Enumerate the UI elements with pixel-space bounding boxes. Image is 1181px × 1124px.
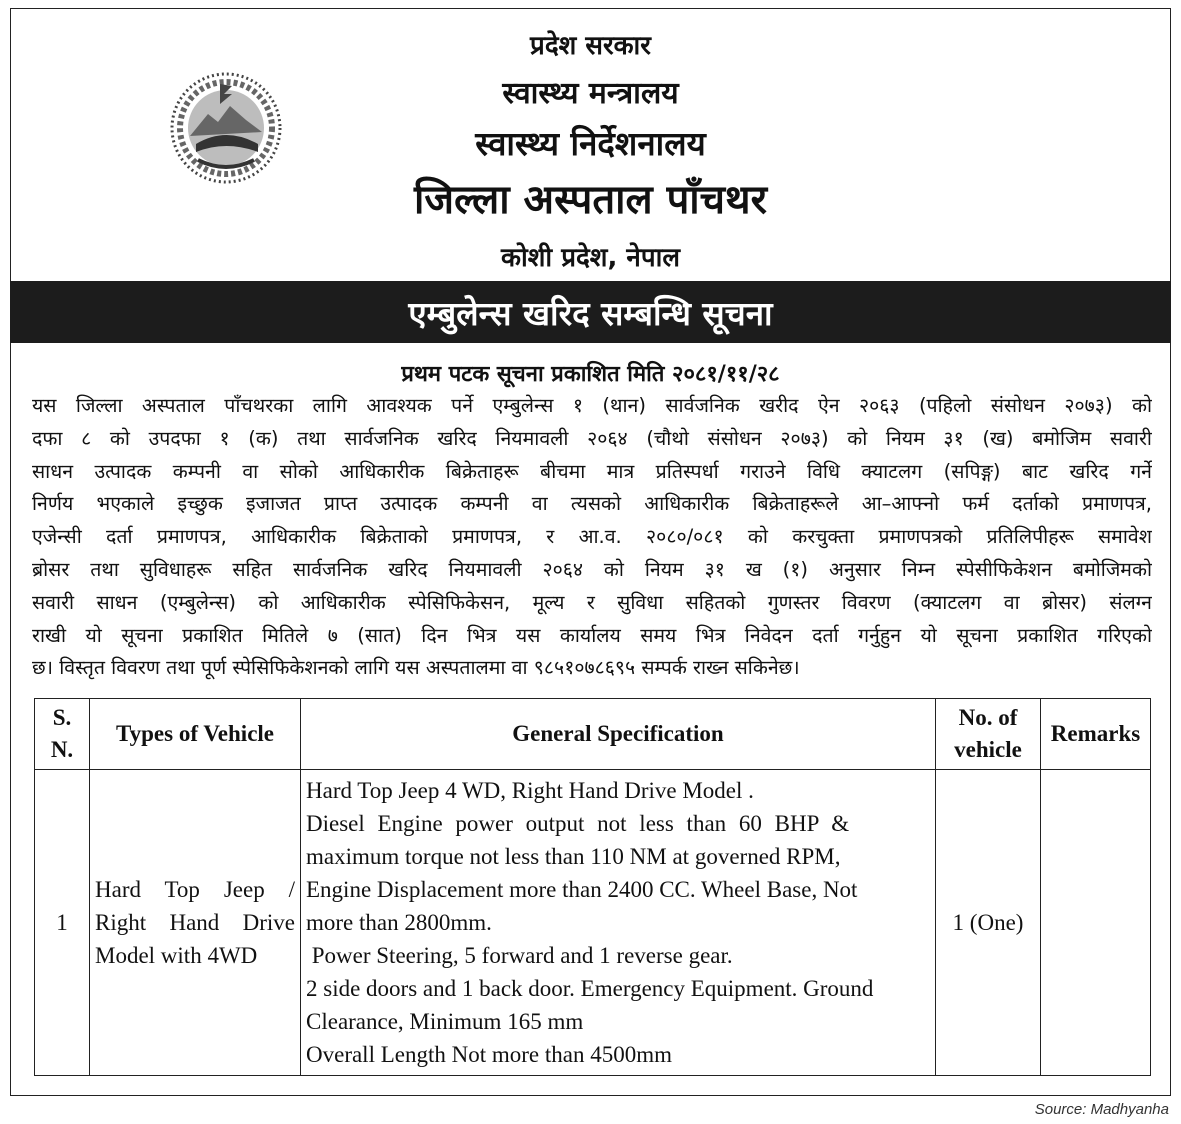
header-sn: S. N. [35, 699, 90, 770]
table-header-row [35, 699, 1151, 770]
header-vehicle-type: Types of Vehicle [90, 699, 301, 770]
body-line: छ। विस्तृत विवरण तथा पूर्ण स्पेसिफिकेशनको लागि यस अस्पतालमा वा ९८५१०७८६९५ सम्पर्क राख्न सकिनेछ। [32, 656, 800, 680]
body-line: निर्णय भएकाले इच्छुक इजाजत प्राप्त उत्पादक कम्पनी वा त्यसको आधिकारीक बिक्रेताहरूले आ–आफ्नो फर्म दर्ताको प्रमाणपत्र, [32, 492, 1152, 516]
body-line: साधन उत्पादक कम्पनी वा सोको आधिकारीक बिक्रेताहरू बीचमा मात्र प्रतिस्पर्धा गराउने विधि क्याटलग (सपिङ्ग) बाट खरिद गर्ने [32, 459, 1152, 483]
table-row [35, 770, 1151, 1076]
header-vehicle-count: No. of vehicle [936, 699, 1041, 770]
notice-title-banner: एम्बुलेन्स खरिद सम्बन्धि सूचना [10, 281, 1171, 343]
header-hospital-name: जिल्ला अस्पताल पाँचथर [414, 177, 767, 223]
header-location: कोशी प्रदेश, नेपाल [501, 243, 680, 273]
header-province-government: प्रदेश सरकार [530, 31, 651, 61]
cell-specification: Hard Top Jeep 4 WD, Right Hand Drive Model . Diesel Engine power output not less than 60 BHP & maximum torque not less than 110 NM at governed RPM, Engine Displacement more than 2400 CC. Wheel Base, Not more than 2800mm. Power Steering, 5 forward and 1 reverse gear. 2 side doors and 1 back door. Emergency Equipment. Ground Clearance, Minimum 165 mm Overall Length Not more than 4500mm [301, 770, 936, 1076]
specification-table [34, 698, 1151, 1076]
cell-vehicle-type: Hard Top Jeep / Right Hand Drive Model with 4WD [90, 770, 301, 1076]
body-line: दफा ८ को उपदफा १ (क) तथा सार्वजनिक खरिद नियमावली २०६४ (चौथो संसोधन २०७३) को नियम ३१ (ख) बमोजिम सवारी [32, 426, 1152, 450]
cell-vehicle-count: 1 (One) [936, 770, 1041, 1076]
header-remarks: Remarks [1041, 699, 1151, 770]
cell-remarks [1041, 770, 1151, 1076]
header-ministry: स्वास्थ्य मन्त्रालय [502, 76, 679, 111]
body-line: ब्रोसर तथा सुविधाहरू सहित सार्वजनिक खरिद नियमावली २०६४ को नियम ३१ ख (१) अनुसार निम्न स्पेसीफिकेशन बमोजिमको [32, 557, 1152, 581]
publication-date: प्रथम पटक सूचना प्रकाशित मिति २०८१/११/२८ [401, 362, 780, 387]
header-directorate: स्वास्थ्य निर्देशनालय [475, 124, 706, 163]
source-credit: Source: Madhyanha [1034, 1101, 1169, 1118]
body-line: राखी यो सूचना प्रकाशित मितिले ७ (सात) दिन भित्र यस कार्यालय समय भित्र निवेदन दर्ता गर्नुहुन यो सूचना प्रकाशित गरिएको [32, 623, 1152, 647]
body-line: सवारी साधन (एम्बुलेन्स) को आधिकारीक स्पेसिफिकेसन, मूल्य र सुविधा सहितको गुणस्तर विवरण (क्याटलग वा ब्रोसर) संलग्न [32, 590, 1152, 614]
body-line: यस जिल्ला अस्पताल पाँचथरका लागि आवश्यक पर्ने एम्बुलेन्स १ (थान) सार्वजनिक खरीद ऐन २०६३ (पहिलो संसोधन २०७३) को [32, 394, 1152, 417]
body-line: एजेन्सी दर्ता प्रमाणपत्र, आधिकारीक बिक्रेताको प्रमाणपत्र, र आ.व. २०८०/०८१ को करचुक्ता प्रमाणपत्रको प्रतिलिपीहरू समावेश [32, 525, 1152, 549]
cell-sn: 1 [35, 770, 90, 1076]
notice-body [32, 390, 1152, 685]
header-general-specification: General Specification [301, 699, 936, 770]
